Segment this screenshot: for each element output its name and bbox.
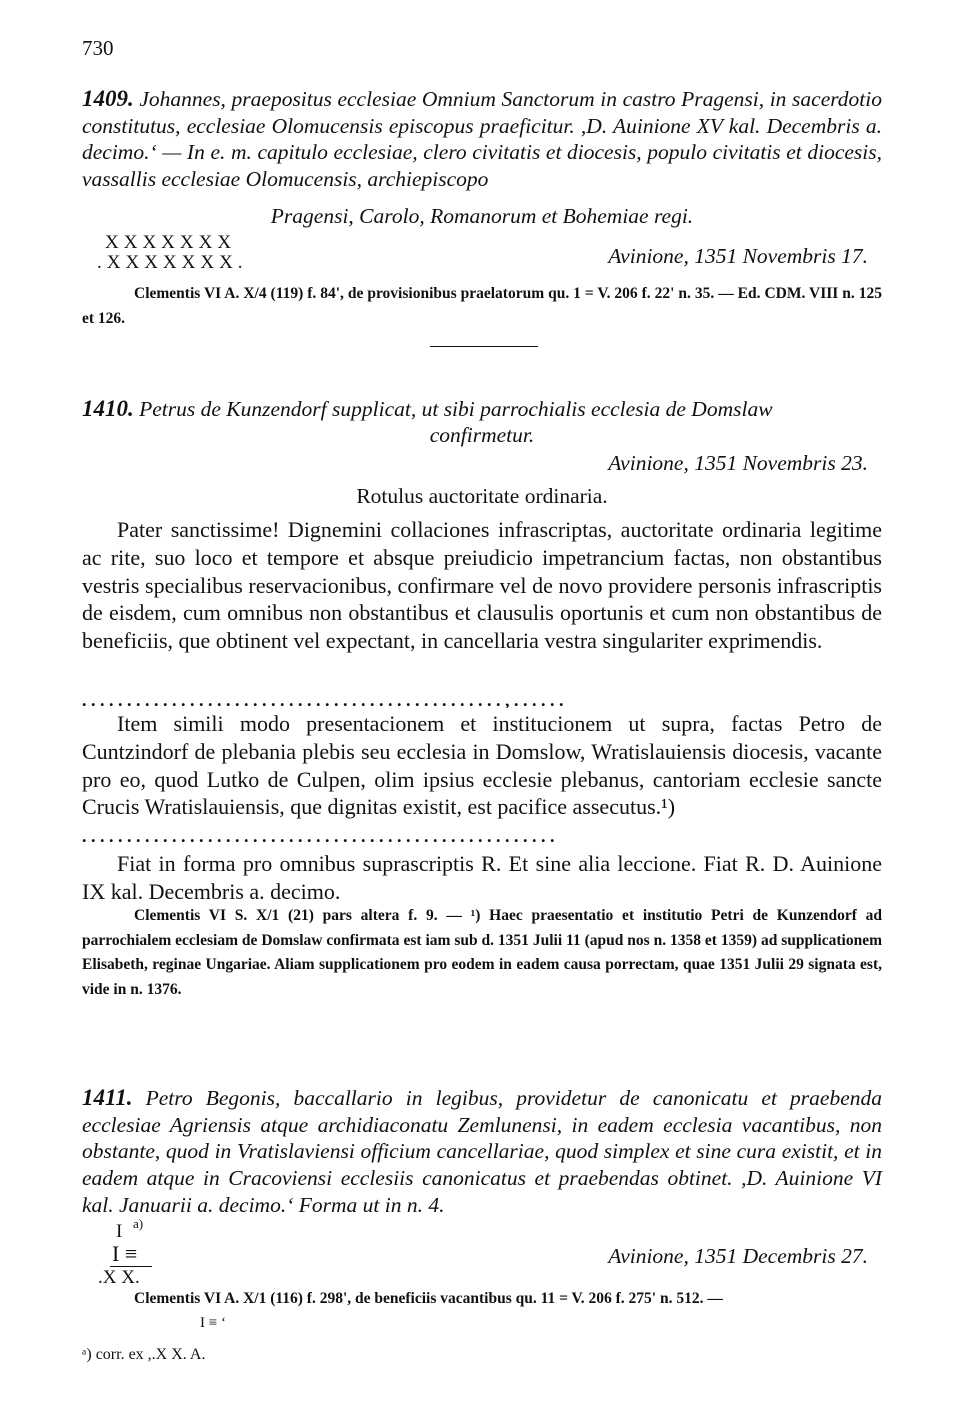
entry-1410-title xyxy=(82,396,882,423)
entry-1410-paragraph-2 xyxy=(82,710,882,821)
entry-1410-paragraph-3-text: Fiat in forma pro omnibus suprascriptis R. Et sine alia leccione. Fiat R. D. Auinione IX kal. Decembris a. decimo. xyxy=(82,851,882,904)
entry-1411-mark-middle: I ≡ xyxy=(112,1241,138,1266)
section-rule xyxy=(430,346,538,347)
entry-1410-paragraph-1 xyxy=(82,516,882,655)
entry-1411-mark-superscript: a) xyxy=(133,1216,144,1231)
entry-1410-regest: Petrus de Kunzendorf supplicat, ut sibi parrochialis ecclesia de Domslaw xyxy=(139,397,773,421)
page-number: 730 xyxy=(82,36,114,60)
entry-1410-heading: Rotulus auctoritate ordinaria. xyxy=(356,484,608,508)
entry-1409-place-date: Avinione, 1351 Novembris 17. xyxy=(608,244,868,268)
entry-1410-source: Clementis VI S. X/1 (21) pars altera f. 9. — ¹) Haec praesentatio et institutio Petri de Kunzendorf ad parrochialem ecclesiam de Domslaw confirmata est iam sub d. 1351 Julii 11 (apud nos n. 1358 et 1359) ad supplicationem Elisabeth, reginae Ungariae. Aliam supplicationem pro eodem in eadem causa porrectam, quae 1351 Julii 29 signata est, vide in n. 1376. xyxy=(82,907,882,998)
entry-1411-mark-top: I xyxy=(116,1221,123,1242)
elision-dots-2: . . . . . . . . . . . . . . . . . . . . . . . . . . . . . . . . . . . . . . . . . . . . . . . . . . . . . xyxy=(82,828,555,844)
entry-1411-mark-bottom: .X X. xyxy=(98,1267,140,1288)
entry-1409-number: 1409. xyxy=(82,86,134,111)
entry-1410-paragraph-3 xyxy=(82,850,882,906)
entry-1411-text xyxy=(82,1085,882,1219)
footnote-a: ᵃ) corr. ex ,.X X. A. xyxy=(82,1346,206,1363)
entry-1410-place-date: Avinione, 1351 Novembris 23. xyxy=(608,451,868,475)
entry-1411-regest: Petro Begonis, baccallario in legibus, providetur de canonicatu et praebenda ecclesiae Agriensis atque archidiaconatu Zemlunensi, in eadem ecclesia vacantibus, non obstante, quod in Vratislaviensi officium cancellariae, quod simplex et sine cura existit, et in eadem atque in Cracoviensi ecclesiis canonicatus et praebendas obtinet. ,D. Auinione VI kal. Januarii a. decimo.‘ Forma ut in n. 4. xyxy=(82,1086,883,1217)
entry-1410-paragraph-2-text: Item simili modo presentacionem et institucionem ut supra, factas Petro de Cuntzindorf de plebania plebis seu ecclesia in Domslow, Wratislauiensis diocesis, vacante pro eo, quod Lutko de Culpen, olim ipsius ecclesie plebanus, cantoriam ecclesie sancte Crucis Wratislauiensis, que dignitas existit, est pacifice assecutus.¹) xyxy=(82,711,882,820)
entry-1411-place-date: Avinione, 1351 Decembris 27. xyxy=(608,1244,868,1268)
entry-1409-source: Clementis VI A. X/4 (119) f. 84', de provisionibus praelatorum qu. 1 = V. 206 f. 22' n. 35. — Ed. CDM. VIII n. 125 et 126. xyxy=(82,285,882,327)
entry-1409-marks-bottom: .XXXXXXX. xyxy=(97,252,248,273)
elision-dots-1: . . . . . . . . . . . . . . . . . . . . . . . . . . . . . . . . . . . . . . . . . . . . . . . , . . . . . . xyxy=(82,692,564,708)
entry-1410-number: 1410. xyxy=(82,396,134,421)
footnote-marks: I ≡ ‘ xyxy=(200,1315,226,1331)
entry-1411-source: Clementis VI A. X/1 (116) f. 298', de beneficiis vacantibus qu. 11 = V. 206 f. 275' n. 512. — xyxy=(134,1290,723,1307)
entry-1409-regest: Johannes, praepositus ecclesiae Omnium Sanctorum in castro Pragensi, in sacerdotio constitutus, ecclesiae Olomucensis episcopus praeficitur. ,D. Auinione XV kal. Decembris a. decimo.‘ — In e. m. capitulo ecclesiae, clero civitatis et diocesis, populo civitatis et diocesis, vassallis ecclesiae Olomucensis, archiepiscopo xyxy=(82,87,883,191)
entry-1411-number: 1411. xyxy=(82,1085,133,1110)
entry-1410-title-end: confirmetur. xyxy=(429,423,535,447)
entry-1409-text xyxy=(82,86,882,192)
entry-1409-marks-top: XXXXXXX xyxy=(105,232,237,253)
entry-1410-paragraph-1-text: Pater sanctissime! Dignemini collaciones infrascriptas, auctoritate ordinaria legitime ac rite, suo loco et tempore et absque preiudicio impetrancium factas, non obstantibus vestris specialibus reservacionibus, confirmare vel de novo providere personis infrascriptis de eisdem, cum omnibus non obstantibus et clausulis oportunis et cum non obstantibus de beneficiis, que obtinent vel expectant, in cancellaria vestra singulariter exprimendis. xyxy=(82,517,882,654)
entry-1409-last-line: Pragensi, Carolo, Romanorum et Bohemiae regi. xyxy=(270,204,694,228)
